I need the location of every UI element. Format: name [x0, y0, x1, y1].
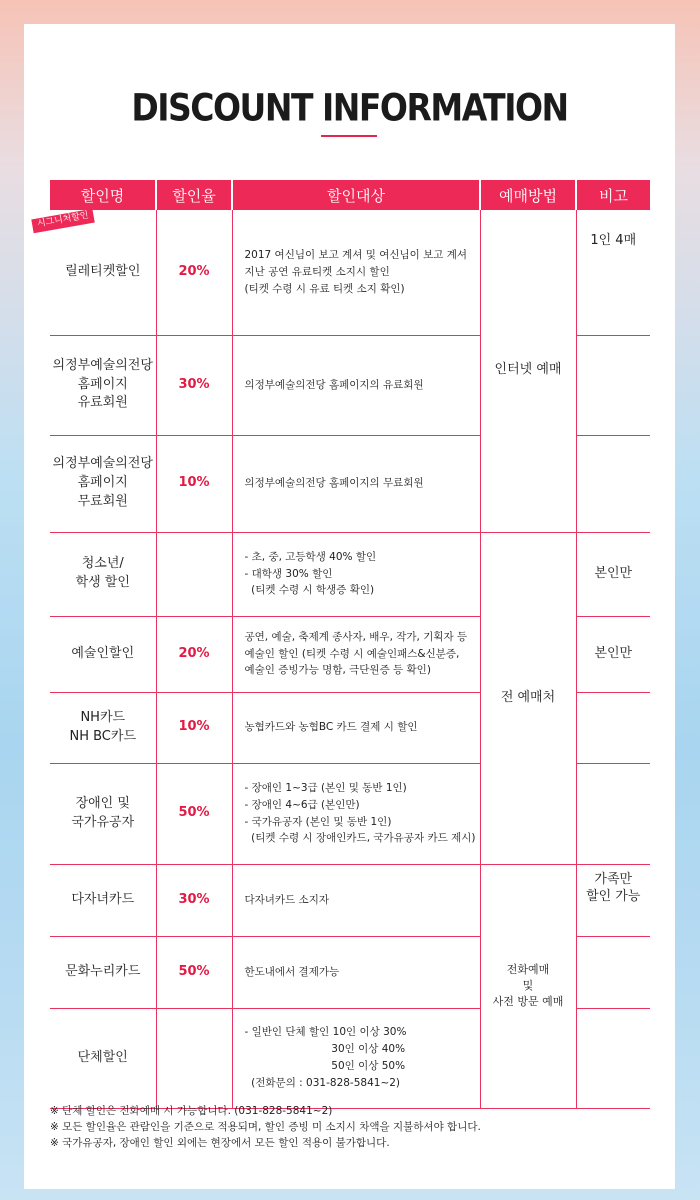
table-row — [50, 210, 650, 335]
row-name-line: 홈페이지 — [77, 475, 128, 491]
row-target-line: - 일반인 단체 할인 10인 이상 30% — [244, 1026, 407, 1039]
row-target-line: 의정부예술의전당 홈페이지의 무료회원 — [244, 477, 424, 490]
row-name-line: 의정부예술의전당 — [52, 456, 153, 472]
row-target-line: - 장애인 4~6급 (본인만) — [244, 798, 360, 811]
row-target-cell — [232, 435, 480, 532]
table-header-row — [50, 180, 650, 210]
row-target-line: - 국가유공자 (본인 및 동반 1인) — [244, 815, 392, 828]
method-phone-line: 및 — [522, 979, 534, 993]
row-rate — [156, 1008, 232, 1108]
row-name-cell — [50, 616, 156, 692]
row-note-line: 가족만 — [594, 871, 633, 887]
row-rate: 50% — [156, 936, 232, 1008]
row-note: 본인만 — [576, 616, 650, 692]
row-target-line: (티켓 수령 시 학생증 확인) — [244, 584, 375, 597]
row-name-line: 청소년/ — [81, 556, 124, 572]
row-rate: 20% — [156, 616, 232, 692]
row-note — [576, 936, 650, 1008]
row-name-cell — [50, 936, 156, 1008]
discount-table — [36, 180, 650, 1109]
row-name-cell — [50, 692, 156, 763]
title-underline — [321, 135, 377, 137]
row-note: 1인 4매 — [576, 210, 650, 335]
row-target-line: 농협카드와 농협BC 카드 결제 시 할인 — [244, 721, 418, 734]
row-target-cell — [232, 335, 480, 435]
signature-badge: 시그니처할인 — [31, 209, 95, 233]
row-name-line: 문화누리카드 — [65, 963, 141, 979]
row-note-line: 할인 가능 — [586, 889, 641, 905]
row-name-line: NH카드 — [80, 709, 126, 725]
row-name-cell — [50, 532, 156, 616]
table-row — [50, 864, 650, 936]
method-phone — [480, 864, 576, 1108]
page-title: DISCOUNT INFORMATION — [131, 85, 568, 130]
row-name-cell — [50, 435, 156, 532]
row-name-line: 단체할인 — [77, 1049, 128, 1065]
row-target-cell — [232, 763, 480, 864]
row-target-line: - 대학생 30% 할인 — [244, 567, 333, 580]
row-note-cell — [576, 864, 650, 936]
row-target-cell — [232, 692, 480, 763]
row-name-line: 국가유공자 — [71, 814, 135, 830]
row-name-cell — [36, 210, 156, 335]
row-rate: 10% — [156, 435, 232, 532]
row-target-cell — [232, 936, 480, 1008]
row-target-line: 예술인 증빙가능 명함, 극단원증 등 확인) — [244, 664, 431, 677]
method-phone-line: 사전 방문 예매 — [492, 994, 564, 1008]
discount-card — [24, 24, 675, 1189]
row-note: 본인만 — [576, 532, 650, 616]
row-name: 릴레티켓할인 — [65, 263, 141, 279]
row-name-line: 무료회원 — [77, 493, 128, 509]
row-target-line: 30인 이상 40% — [244, 1043, 406, 1056]
row-target-line: 다자녀카드 소지자 — [244, 893, 329, 906]
row-name-line: 다자녀카드 — [71, 891, 135, 907]
method-phone-line: 전화예매 — [506, 963, 550, 977]
row-name-line: 유료회원 — [77, 395, 128, 411]
row-target-line: 한도내에서 결제가능 — [244, 965, 340, 978]
row-target-line: (티켓 수령 시 장애인카드, 국가유공자 카드 제시) — [244, 832, 476, 845]
row-name-line: 홈페이지 — [77, 376, 128, 392]
row-note — [576, 335, 650, 435]
footnote: ※ 모든 할인율은 관람인을 기준으로 적용되며, 할인 증빙 미 소지시 차액을 지불하셔야 합니다. — [50, 1120, 481, 1133]
row-name-line: 학생 할인 — [75, 575, 130, 590]
header-name: 할인명 — [50, 180, 156, 210]
footnote: ※ 국가유공자, 장애인 할인 외에는 현장에서 모든 할인 적용이 불가합니다. — [50, 1136, 390, 1149]
row-rate — [156, 532, 232, 616]
row-target-cell — [232, 532, 480, 616]
row-name-cell — [50, 335, 156, 435]
row-name-line: 장애인 및 — [75, 795, 130, 811]
footnotes — [50, 1104, 660, 1151]
row-name-cell — [50, 864, 156, 936]
row-name-line: 예술인할인 — [71, 645, 135, 661]
row-target-line: 2017 여신님이 보고 계셔 및 여신님이 보고 계셔 — [244, 249, 468, 262]
row-target-cell — [232, 210, 480, 335]
row-note — [576, 692, 650, 763]
row-name-line: NH BC카드 — [69, 728, 136, 744]
row-note — [576, 435, 650, 532]
row-target-line: (티켓 수령 시 유료 티켓 소지 확인) — [244, 282, 405, 295]
row-rate: 10% — [156, 692, 232, 763]
row-target-line: - 장애인 1~3급 (본인 및 동반 1인) — [244, 781, 407, 794]
header-rate: 할인율 — [156, 180, 232, 210]
row-name-line: 의정부예술의전당 — [52, 357, 153, 373]
row-target-line: 의정부예술의전당 홈페이지의 유료회원 — [244, 378, 424, 391]
row-rate: 50% — [156, 763, 232, 864]
row-name-cell — [50, 1008, 156, 1108]
row-target-cell — [232, 864, 480, 936]
row-rate: 20% — [156, 210, 232, 335]
row-target-line: 50인 이상 50% — [244, 1060, 406, 1072]
row-note — [576, 763, 650, 864]
row-target-line: 예술인 할인 (티켓 수령 시 예술인패스&신분증, — [244, 647, 460, 660]
row-target-line: - 초, 중, 고등학생 40% 할인 — [244, 550, 377, 563]
row-rate: 30% — [156, 335, 232, 435]
header-target: 할인대상 — [232, 180, 480, 210]
table-row — [50, 532, 650, 616]
footnote: ※ 단체 할인은 전화예매 시 가능합니다. (031-828-5841~2) — [50, 1105, 333, 1117]
row-name-cell — [50, 763, 156, 864]
method-internet: 인터넷 예매 — [480, 210, 576, 532]
method-all: 전 예매처 — [480, 532, 576, 864]
row-target-line: (전화문의 : 031-828-5841~2) — [244, 1076, 401, 1089]
row-target-line: 지난 공연 유료티켓 소지시 할인 — [244, 265, 390, 278]
row-rate: 30% — [156, 864, 232, 936]
row-note — [576, 1008, 650, 1108]
header-note: 비고 — [576, 180, 650, 210]
row-target-line: 공연, 예술, 축제계 종사자, 배우, 작가, 기획자 등 — [244, 630, 468, 643]
header-method: 예매방법 — [480, 180, 576, 210]
row-target-cell — [232, 616, 480, 692]
row-target-cell — [232, 1008, 480, 1108]
